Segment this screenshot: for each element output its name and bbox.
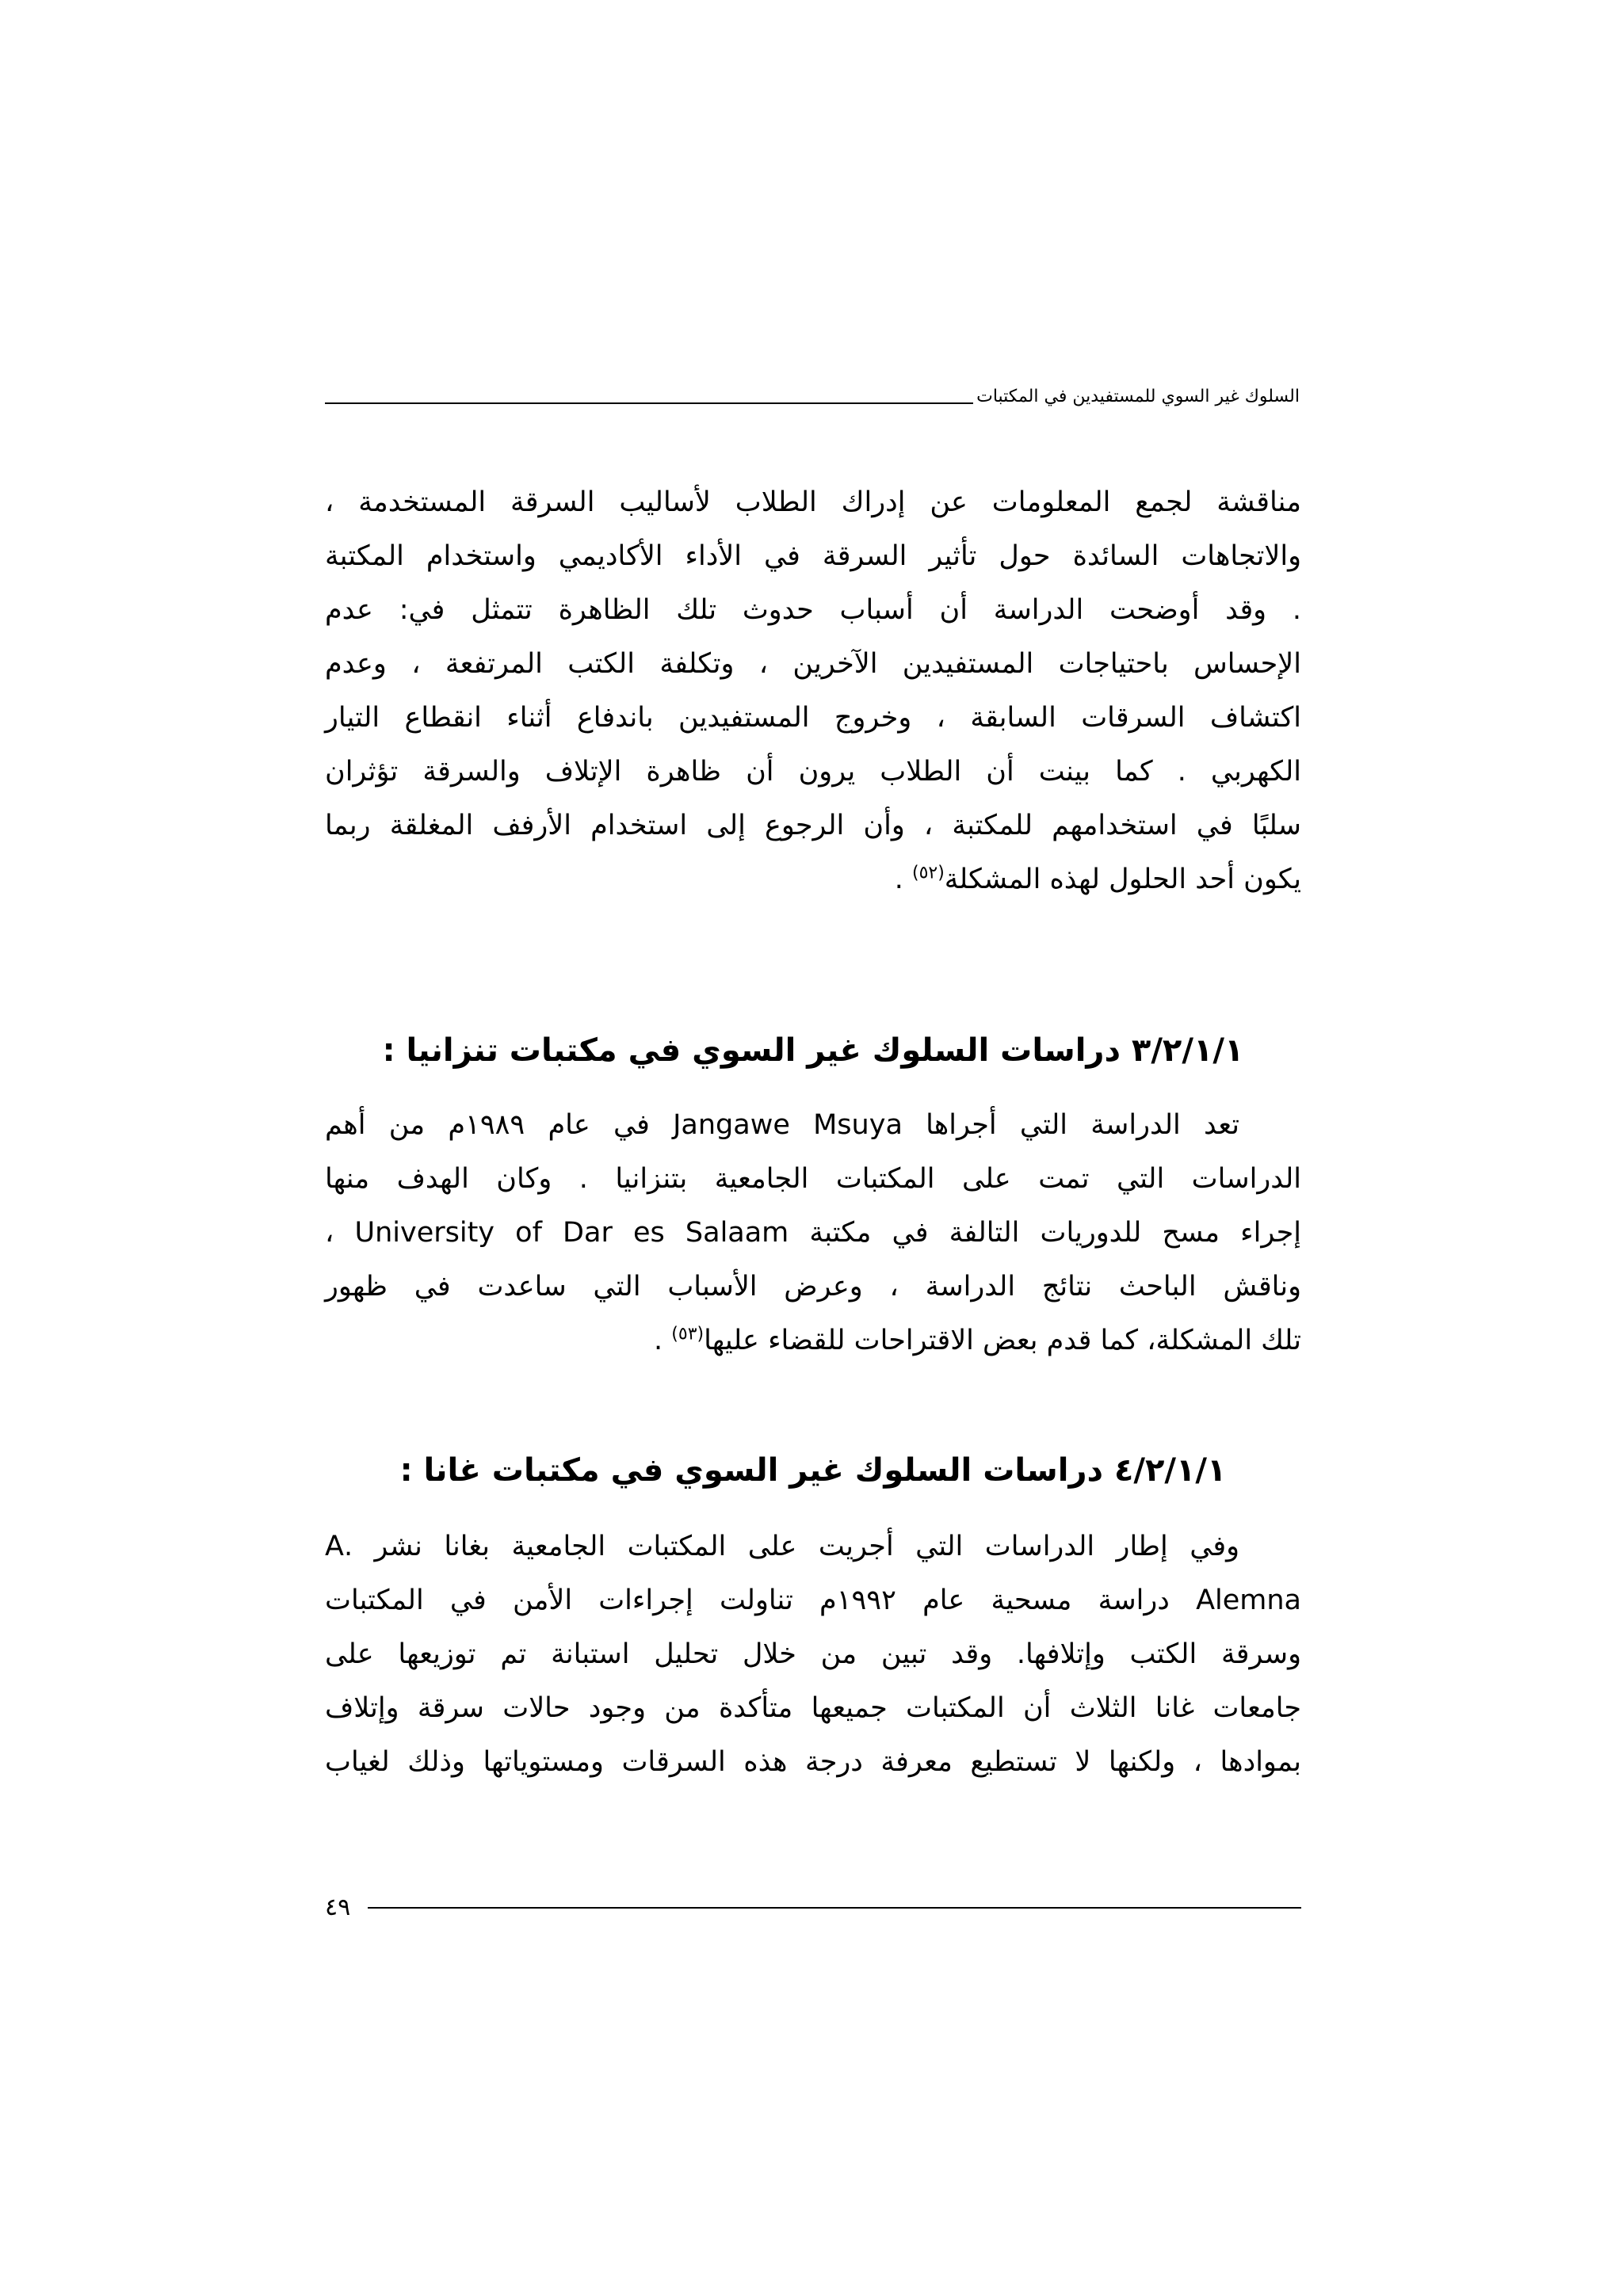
paragraph-line: . وقد أوضحت الدراسة أن أسباب حدوث تلك الظاهرة تتمثل في: عدم [325, 594, 1301, 626]
paragraph-line: وناقش الباحث نتائج الدراسة ، وعرض الأسباب التي ساعدت في ظهور [325, 1271, 1301, 1302]
header-rule [325, 402, 973, 404]
footnote-ref: (٥٢) [911, 863, 945, 883]
paragraph-line: بموادها ، ولكنها لا تستطيع معرفة درجة هذه السرقات ومستوياتها وذلك لغياب [325, 1746, 1301, 1778]
running-header [325, 371, 1300, 406]
paragraph-line: Alemna دراسة مسحية عام ١٩٩٢م تناولت إجراءات الأمن في المكتبات [325, 1585, 1301, 1616]
paragraph-line: جامعات غانا الثلاث أن المكتبات جميعها متأكدة من وجود حالات سرقة وإتلاف [325, 1692, 1301, 1724]
running-header-title: السلوك غير السوي للمستفيدين في المكتبات [976, 387, 1300, 406]
footer-rule [368, 1907, 1301, 1909]
paragraph-2 [325, 1098, 1301, 1367]
paragraph-end-mark: . [894, 864, 912, 895]
paragraph-3 [325, 1520, 1301, 1789]
paragraph-last-line [325, 1314, 1301, 1367]
paragraph-line: وفي إطار الدراسات التي أجريت على المكتبات الجامعية بغانا نشر .A [325, 1531, 1239, 1562]
paragraph-last-line [325, 852, 1301, 906]
paragraph-line: الكهربي . كما بينت أن الطلاب يرون أن ظاهرة الإتلاف والسرقة تؤثران [325, 756, 1301, 788]
paragraph-end-mark: . [654, 1325, 672, 1356]
paragraph-last-line-text: تلك المشكلة، كما قدم بعض الاقتراحات للقضاء عليها [704, 1325, 1301, 1356]
paragraph-line: والاتجاهات السائدة حول تأثير السرقة في الأداء الأكاديمي واستخدام المكتبة [325, 540, 1301, 572]
paragraph-line: الدراسات التي تمت على المكتبات الجامعية بتنزانيا . وكان الهدف منها [325, 1163, 1301, 1195]
footnote-ref: (٥٣) [671, 1324, 705, 1344]
page-footer [325, 1890, 1301, 1925]
paragraph-line: تعد الدراسة التي أجراها Jangawe Msuya في عام ١٩٨٩م من أهم [325, 1109, 1239, 1141]
paragraph-line: الإحساس باحتياجات المستفيدين الآخرين ، وتكلفة الكتب المرتفعة ، وعدم [325, 648, 1301, 680]
paragraph-line: مناقشة لجمع المعلومات عن إدراك الطلاب لأساليب السرقة المستخدمة ، [325, 486, 1301, 518]
section-heading-tanzania: ٣/٢/١/١ دراسات السلوك غير السوي في مكتبات تنزانيا : [382, 1032, 1244, 1069]
paragraph-last-line-text: يكون أحد الحلول لهذه المشكلة [944, 864, 1301, 895]
paragraph-line: وسرقة الكتب وإتلافها. وقد تبين من خلال تحليل استبانة تم توزيعها على [325, 1638, 1301, 1670]
paragraph-1 [325, 475, 1301, 906]
page-number: ٤٩ [325, 1894, 351, 1921]
paragraph-line: إجراء مسح للدوريات التالفة في مكتبة University of Dar es Salaam ، [325, 1217, 1301, 1249]
paragraph-line: اكتشاف السرقات السابقة ، وخروج المستفيدين باندفاع أثناء انقطاع التيار [325, 702, 1301, 734]
section-heading-ghana: ٤/٢/١/١ دراسات السلوك غير السوي في مكتبات غانا : [399, 1452, 1227, 1489]
paragraph-line: سلبًا في استخدامهم للمكتبة ، وأن الرجوع إلى استخدام الأرفف المغلقة ربما [325, 810, 1301, 841]
